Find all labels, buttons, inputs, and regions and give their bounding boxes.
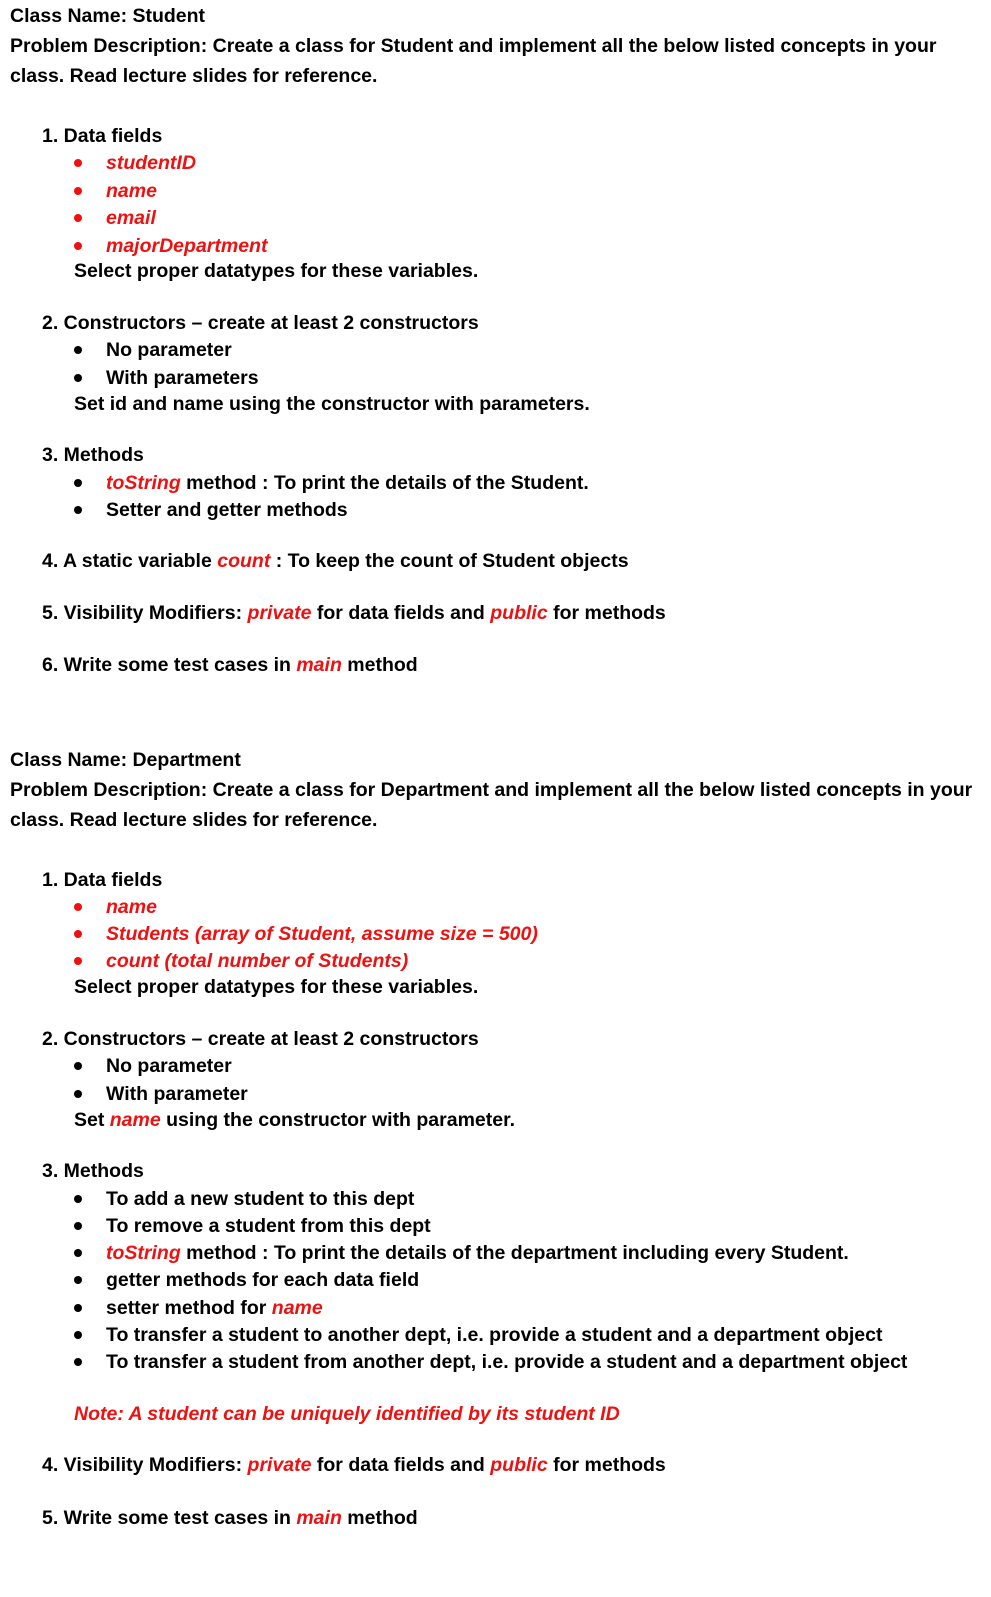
- method-desc: method : To print the details of the Student.: [180, 472, 589, 494]
- department-desc-line2: class. Read lecture slides for reference.: [10, 809, 378, 831]
- department-method-item: getter methods for each data field: [106, 1269, 420, 1291]
- student-class-name: Class Name: Student: [10, 5, 206, 27]
- bullet-icon: [74, 214, 82, 222]
- department-method-tostring: [106, 1241, 849, 1265]
- text: 6. Write some test cases in: [42, 654, 297, 676]
- keyword-name: name: [109, 1109, 161, 1131]
- method-desc: method : To print the details of the department including every Student.: [180, 1242, 849, 1264]
- bullet-icon: [74, 930, 82, 938]
- text: 5. Write some test cases in: [42, 1507, 297, 1529]
- bullet-icon: [74, 957, 82, 965]
- text: setter method for: [106, 1297, 272, 1319]
- student-visibility: [42, 601, 666, 625]
- bullet-icon: [74, 1090, 82, 1098]
- department-desc-line1: Problem Description: Create a class for Department and implement all the below listed concepts in your: [10, 779, 973, 801]
- text: for methods: [547, 1454, 666, 1476]
- student-method-item: Setter and getter methods: [106, 499, 348, 521]
- bullet-icon: [74, 346, 82, 354]
- keyword-name: name: [271, 1297, 323, 1319]
- department-methods-title: 3. Methods: [42, 1160, 144, 1182]
- text: Set: [74, 1109, 110, 1131]
- text: : To keep the count of Student objects: [270, 550, 629, 572]
- text: for data fields and: [311, 602, 491, 624]
- bullet-icon: [74, 159, 82, 167]
- text: 4. Visibility Modifiers:: [42, 1454, 248, 1476]
- student-datatypes-note: Select proper datatypes for these variables.: [74, 260, 479, 282]
- department-constructor-item: With parameter: [106, 1083, 248, 1105]
- bullet-icon: [74, 242, 82, 250]
- bullet-icon: [74, 187, 82, 195]
- bullet-icon: [74, 1062, 82, 1070]
- text: method: [341, 654, 418, 676]
- department-method-item: To add a new student to this dept: [106, 1188, 415, 1210]
- department-method-item: To remove a student from this dept: [106, 1215, 431, 1237]
- department-datatypes-note: Select proper datatypes for these variables.: [74, 976, 479, 998]
- keyword-public: public: [490, 1454, 548, 1476]
- bullet-icon: [74, 479, 82, 487]
- student-constructor-item: With parameters: [106, 367, 259, 389]
- bullet-icon: [74, 1276, 82, 1284]
- student-field-item: email: [106, 207, 156, 229]
- department-constructor-note: [74, 1108, 515, 1132]
- keyword-tostring: toString: [106, 472, 181, 494]
- text: 5. Visibility Modifiers:: [42, 602, 248, 624]
- student-desc-line2: class. Read lecture slides for reference.: [10, 65, 378, 87]
- bullet-icon: [74, 374, 82, 382]
- department-constructor-item: No parameter: [106, 1055, 232, 1077]
- keyword-private: private: [247, 602, 312, 624]
- keyword-main: main: [296, 1507, 342, 1529]
- keyword-main: main: [296, 654, 342, 676]
- bullet-icon: [74, 903, 82, 911]
- bullet-icon: [74, 1331, 82, 1339]
- department-field-item: Students (array of Student, assume size = 500): [106, 923, 538, 945]
- student-methods-title: 3. Methods: [42, 444, 144, 466]
- student-test-cases: [42, 653, 418, 677]
- department-note: Note: A student can be uniquely identified by its student ID: [74, 1403, 620, 1425]
- text: 4. A static variable: [42, 550, 218, 572]
- student-data-fields-title: 1. Data fields: [42, 125, 163, 147]
- department-class-name: Class Name: Department: [10, 749, 241, 771]
- department-method-item: To transfer a student to another dept, i.e. provide a student and a department object: [106, 1324, 883, 1346]
- bullet-icon: [74, 1358, 82, 1366]
- department-field-item: name: [106, 896, 157, 918]
- text: for methods: [547, 602, 666, 624]
- bullet-icon: [74, 1249, 82, 1257]
- student-static-count: [42, 549, 629, 573]
- text: for data fields and: [311, 1454, 491, 1476]
- department-test-cases: [42, 1506, 418, 1530]
- department-constructors-title: 2. Constructors – create at least 2 constructors: [42, 1028, 479, 1050]
- text: method: [341, 1507, 418, 1529]
- department-field-item: count (total number of Students): [106, 950, 409, 972]
- student-constructors-title: 2. Constructors – create at least 2 constructors: [42, 312, 479, 334]
- bullet-icon: [74, 1304, 82, 1312]
- student-constructor-item: No parameter: [106, 339, 232, 361]
- bullet-icon: [74, 506, 82, 514]
- keyword-public: public: [490, 602, 548, 624]
- student-desc-line1: Problem Description: Create a class for Student and implement all the below listed concepts in your: [10, 35, 937, 57]
- student-field-item: name: [106, 180, 157, 202]
- student-field-item: majorDepartment: [106, 235, 268, 257]
- keyword-tostring: toString: [106, 1242, 181, 1264]
- department-visibility: [42, 1453, 666, 1477]
- department-method-item: To transfer a student from another dept, i.e. provide a student and a department object: [106, 1351, 908, 1373]
- department-data-fields-title: 1. Data fields: [42, 869, 163, 891]
- student-field-item: studentID: [106, 152, 196, 174]
- bullet-icon: [74, 1195, 82, 1203]
- keyword-count: count: [217, 550, 271, 572]
- bullet-icon: [74, 1222, 82, 1230]
- text: using the constructor with parameter.: [160, 1109, 516, 1131]
- keyword-private: private: [247, 1454, 312, 1476]
- department-method-setter: [106, 1296, 323, 1320]
- student-constructor-note: Set id and name using the constructor with parameters.: [74, 393, 590, 415]
- student-method-tostring: [106, 471, 589, 495]
